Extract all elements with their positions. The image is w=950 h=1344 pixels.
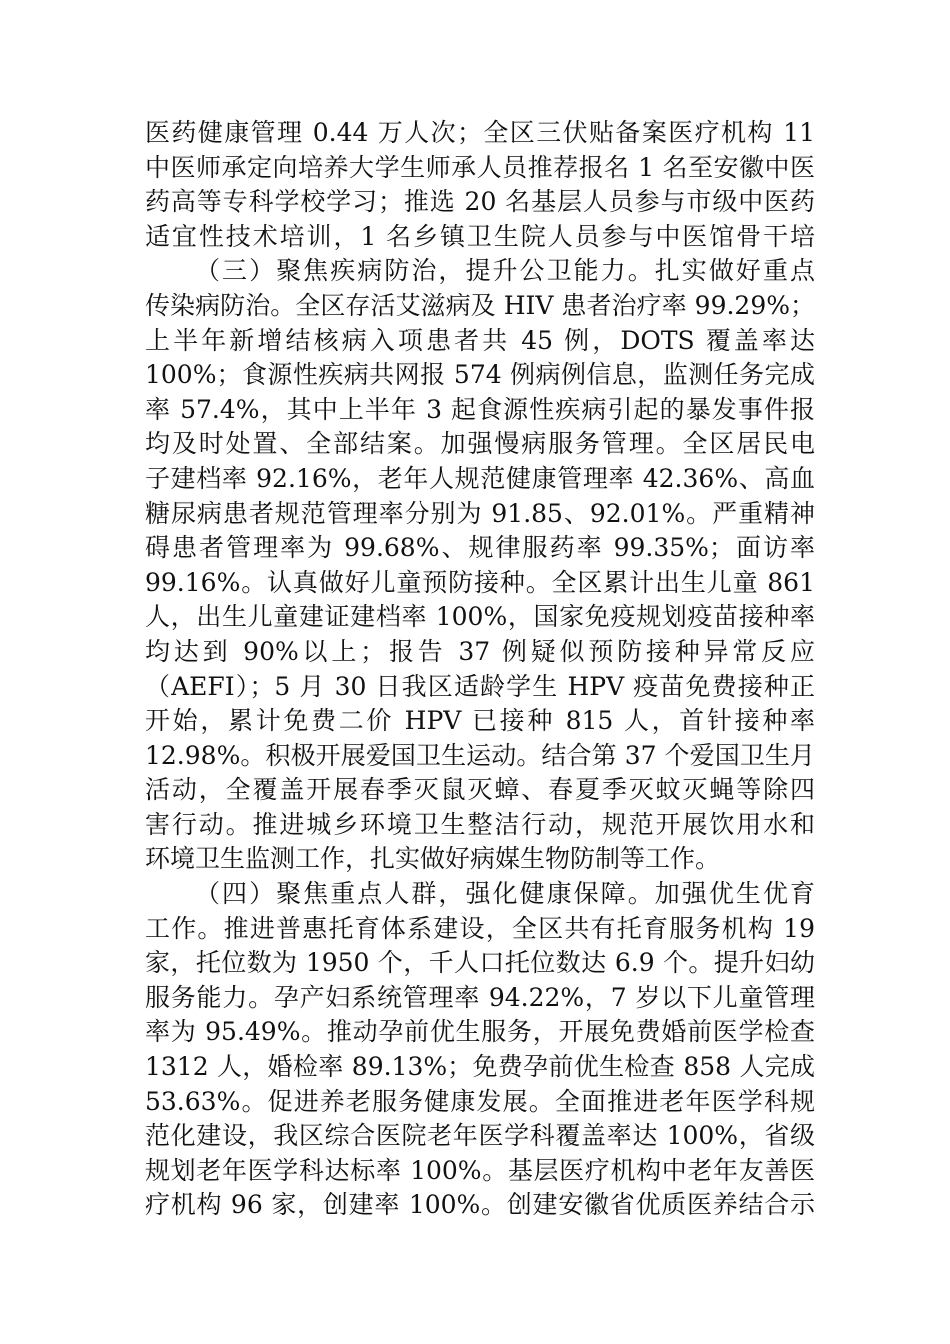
section-heading-line: （四）聚焦重点人群，强化健康保障。加强优生优育 xyxy=(195,879,815,909)
text-line: 疗机构 96 家，创建率 100%。创建安徽省优质医养结合示 xyxy=(145,1190,815,1220)
text-line: 传染病防治。全区存活艾滋病及 HIV 患者治疗率 99.29%； xyxy=(145,290,815,320)
text-line: 害行动。推进城乡环境卫生整洁行动，规范开展饮用水和 xyxy=(145,809,815,839)
text-line: 率 57.4%，其中上半年 3 起食源性疾病引起的暴发事件报 xyxy=(145,394,815,424)
text-line: 活动，全覆盖开展春季灭鼠灭蟑、春夏季灭蚊灭蝇等除四 xyxy=(145,775,815,805)
text-line: 开始，累计免费二价 HPV 已接种 815 人，首针接种率 xyxy=(145,706,815,736)
text-line: 均及时处置、全部结案。加强慢病服务管理。全区居民电 xyxy=(145,429,815,459)
text-line: 人，出生儿童建证建档率 100%，国家免疫规划疫苗接种率 xyxy=(145,602,815,632)
text-line: 中医师承定向培养大学生师承人员推荐报名 1 名至安徽中医 xyxy=(145,152,815,182)
text-line: 99.16%。认真做好儿童预防接种。全区累计出生儿童 861 xyxy=(145,567,815,597)
text-line: 糖尿病患者规范管理率分别为 91.85、92.01%。严重精神 xyxy=(145,498,815,528)
text-line: 工作。推进普惠托育体系建设，全区共有托育服务机构 19 xyxy=(145,913,815,943)
text-line: 12.98%。积极开展爱国卫生运动。结合第 37 个爱国卫生月 xyxy=(145,740,815,770)
text-line: 上半年新增结核病入项患者共 45 例，DOTS 覆盖率达 xyxy=(145,325,815,355)
body-text xyxy=(145,116,815,1223)
text-line: 规划老年医学科达标率 100%。基层医疗机构中老年友善医 xyxy=(145,1155,815,1185)
text-line: 子建档率 92.16%，老年人规范健康管理率 42.36%、高血 xyxy=(145,463,815,493)
text-line: 1312 人，婚检率 89.13%；免费孕前优生检查 858 人完成 xyxy=(145,1052,815,1082)
text-line: 服务能力。孕产妇系统管理率 94.22%，7 岁以下儿童管理 xyxy=(145,982,815,1012)
text-line: 药高等专科学校学习；推选 20 名基层人员参与市级中医药 xyxy=(145,187,815,217)
text-line: 均达到 90%以上；报告 37 例疑似预防接种异常反应 xyxy=(145,636,815,666)
text-line: 范化建设，我区综合医院老年医学科覆盖率达 100%，省级 xyxy=(145,1121,815,1151)
text-line: （AEFI）；5 月 30 日我区适龄学生 HPV 疫苗免费接种正 xyxy=(145,671,815,701)
section-heading-line: （三）聚焦疾病防治，提升公卫能力。扎实做好重点 xyxy=(195,256,815,286)
text-line: 53.63%。促进养老服务健康发展。全面推进老年医学科规 xyxy=(145,1086,815,1116)
text-line: 环境卫生监测工作，扎实做好病媒生物防制等工作。 xyxy=(145,844,721,874)
text-line: 适宜性技术培训，1 名乡镇卫生院人员参与中医馆骨干培 xyxy=(145,221,815,251)
text-line: 100%；食源性疾病共网报 574 例病例信息，监测任务完成 xyxy=(145,360,815,390)
text-line: 碍患者管理率为 99.68%、规律服药率 99.35%；面访率 xyxy=(145,533,815,563)
text-line: 率为 95.49%。推动孕前优生服务，开展免费婚前医学检查 xyxy=(145,1017,815,1047)
text-line: 医药健康管理 0.44 万人次；全区三伏贴备案医疗机构 11 xyxy=(145,118,815,147)
text-line: 家，托位数为 1950 个，千人口托位数达 6.9 个。提升妇幼 xyxy=(145,948,815,978)
